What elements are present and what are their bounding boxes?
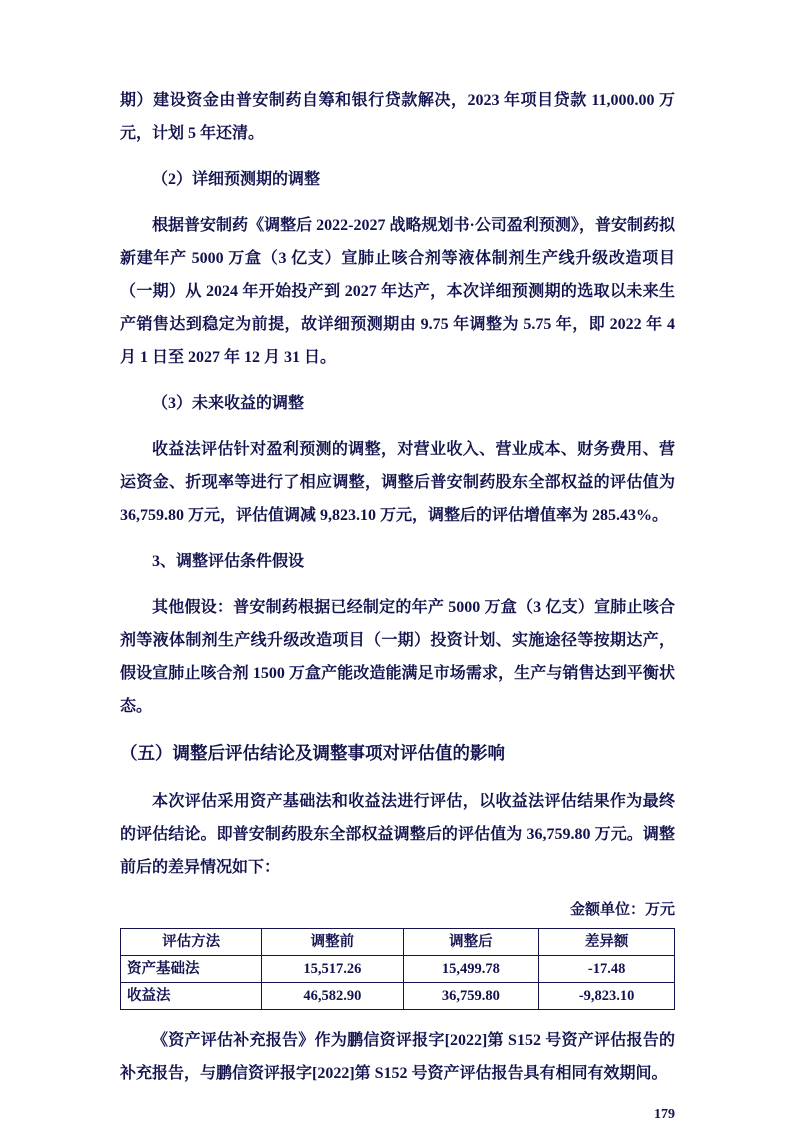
table-cell-difference: -9,823.10 (539, 983, 675, 1010)
paragraph-future-income: 收益法评估针对盈利预测的调整，对营业收入、营业成本、财务费用、营运资金、折现率等进行了相应调整，调整后普安制药股东全部权益的评估值为 36,759.80 万元，评估值调减 9,823.10 万元，调整后的评估增值率为 285.43%。 (120, 441, 675, 524)
table-header-before-adjustment: 调整前 (262, 929, 403, 956)
table-cell-after: 15,499.78 (403, 956, 539, 983)
subheading-detail-period: （2）详细预测期的调整 (152, 171, 321, 188)
amount-unit-label: 金额单位：万元 (569, 902, 675, 918)
table-header-difference: 差异额 (539, 929, 675, 956)
table-cell-method: 资产基础法 (121, 956, 262, 983)
table-cell-difference: -17.48 (539, 956, 675, 983)
paragraph-assumptions: 其他假设：普安制药根据已经制定的年产 5000 万盒（3 亿支）宣肺止咳合剂等液体制剂生产线升级改造项目（一期）投资计划、实施途径等按期达产，假设宣肺止咳合剂 1500 万盒产能改造能满足市场需求，生产与销售达到平衡状态。 (120, 599, 675, 715)
table-cell-after: 36,759.80 (403, 983, 539, 1010)
table-row-asset-basis (121, 956, 675, 983)
subheading-assumptions: 3、调整评估条件假设 (152, 553, 305, 570)
table-cell-before: 46,582.90 (262, 983, 403, 1010)
table-header-method: 评估方法 (121, 929, 262, 956)
page-number: 179 (654, 1107, 675, 1122)
paragraph-detail-period: 根据普安制药《调整后 2022-2027 战略规划书·公司盈利预测》，普安制药拟新建年产 5000 万盒（3 亿支）宣肺止咳合剂等液体制剂生产线升级改造项目（一期）从 2024 年开始投产到 2027 年达产，本次详细预测期的选取以未来生产销售达到稳定为前提，故详细预测期由 9.75 年调整为 5.75 年，即 2022 年 4 月 1 日至 2027 年 12 月 31 日。 (120, 217, 675, 366)
section-heading-five: （五）调整后评估结论及调整事项对评估值的影响 (120, 743, 505, 763)
table-cell-before: 15,517.26 (262, 956, 403, 983)
paragraph-continuation: 期）建设资金由普安制药自筹和银行贷款解决，2023 年项目贷款 11,000.00 万元，计划 5 年还清。 (120, 92, 675, 142)
table-header-row (121, 929, 675, 956)
valuation-comparison-table (120, 928, 675, 1010)
subheading-future-income: （3）未来收益的调整 (152, 395, 305, 412)
table-row-income-method (121, 983, 675, 1010)
table-cell-method: 收益法 (121, 983, 262, 1010)
table-header-after-adjustment: 调整后 (403, 929, 539, 956)
paragraph-supplement-report: 《资产评估补充报告》作为鹏信资评报字[2022]第 S152 号资产评估报告的补充报告，与鹏信资评报字[2022]第 S152 号资产评估报告具有相同有效期间。 (120, 1032, 675, 1082)
paragraph-conclusion: 本次评估采用资产基础法和收益法进行评估，以收益法评估结果作为最终的评估结论。即普安制药股东全部权益调整后的评估值为 36,759.80 万元。调整前后的差异情况如下： (120, 793, 675, 876)
